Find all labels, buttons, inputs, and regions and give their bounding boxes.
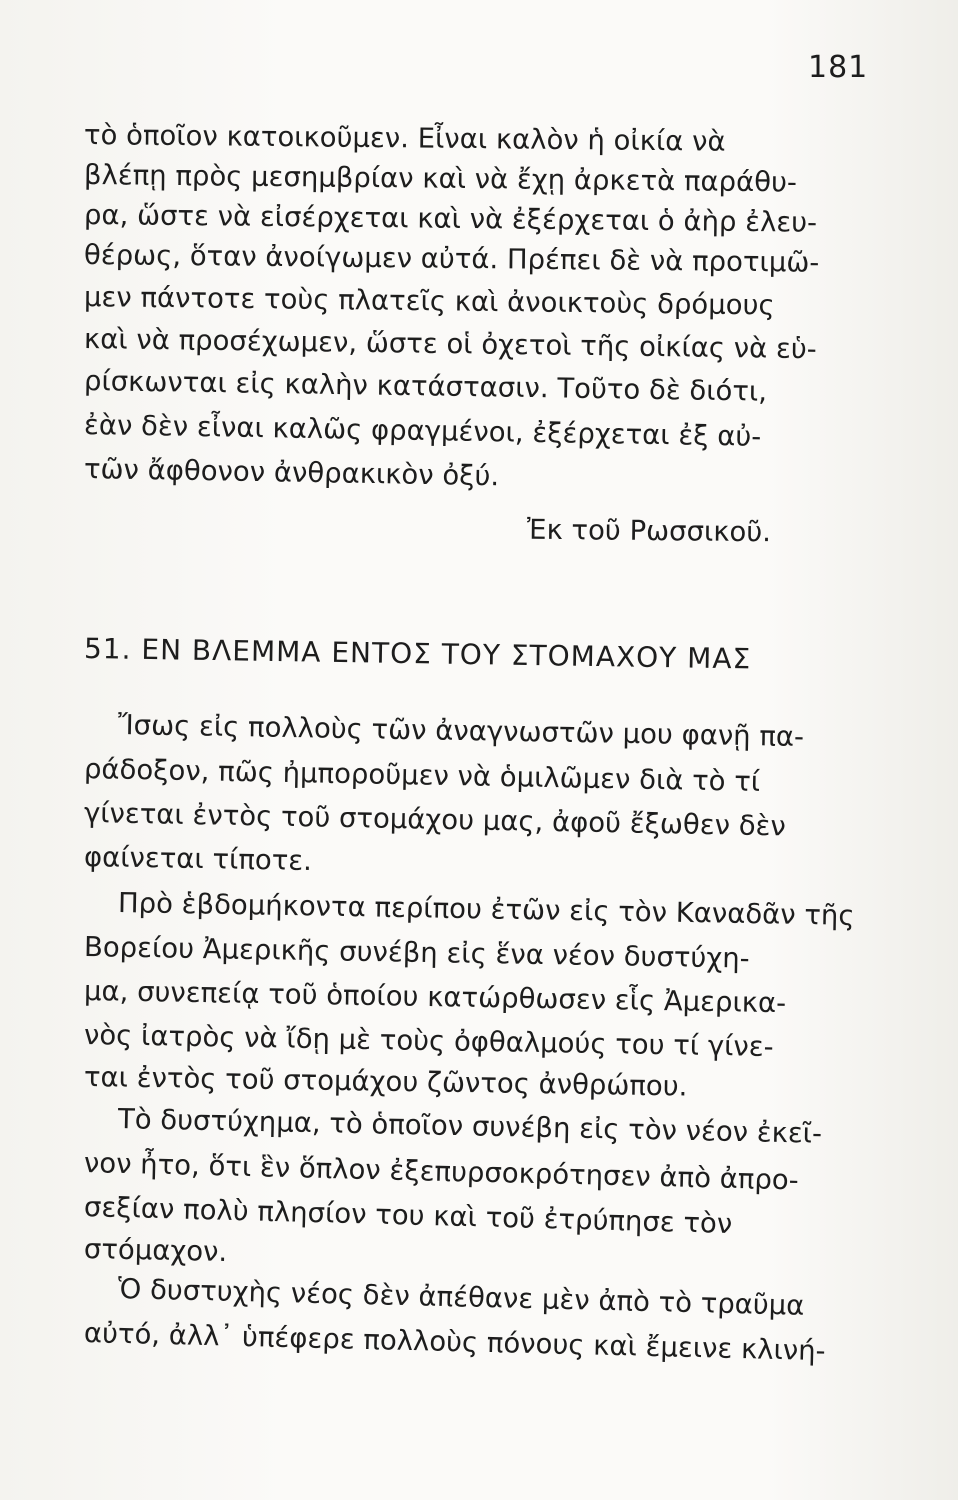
text-line: νὸς ἰατρὸς νὰ ἴδῃ μὲ τοὺς ὀφθαλμούς του τί γίνε- [83, 1019, 774, 1064]
attribution: Ἐκ τοῦ Ρωσσικοῦ. [526, 513, 772, 549]
text-line: καὶ νὰ προσέχωμεν, ὥστε οἱ ὀχετοὶ τῆς οἰκίας νὰ εὑ- [83, 323, 817, 366]
text-line: τῶν ἄφθονον ἀνθρακικὸν ὀξύ. [83, 453, 500, 493]
text-line: μα, συνεπείᾳ τοῦ ὁποίου κατώρθωσεν εἷς Ἀμερικα- [83, 975, 787, 1020]
text-line: στόμαχον. [83, 1233, 228, 1268]
text-line: βλέπῃ πρὸς μεσημβρίαν καὶ νὰ ἔχῃ ἀρκετὰ παράθυ- [83, 159, 798, 199]
text-line: θέρως, ὅταν ἀνοίγωμεν αὐτά. Πρέπει δὲ νὰ προτιμῶ- [83, 239, 820, 279]
text-line: αὐτό, ἀλλ᾽ ὑπέφερε πολλοὺς πόνους καὶ ἔμεινε κλινή- [83, 1317, 826, 1368]
text-line: φαίνεται τίποτε. [83, 841, 313, 877]
text-line: Ὁ δυστυχὴς νέος δὲν ἀπέθανε μὲν ἀπὸ τὸ τραῦμα [117, 1273, 805, 1322]
text-line: νον ἦτο, ὅτι ἓν ὅπλον ἐξεπυρσοκρότησεν ἀπὸ ἀπρο- [83, 1147, 799, 1197]
text-line: ται ἐντὸς τοῦ στομάχου ζῶντος ἀνθρώπου. [83, 1061, 688, 1103]
text-line: Βορείου Ἀμερικῆς συνέβη εἰς ἕνα νέον δυστύχη- [83, 931, 750, 975]
text-line: γίνεται ἐντὸς τοῦ στομάχου μας, ἀφοῦ ἔξωθεν δὲν [83, 797, 787, 843]
text-line: ἐὰν δὲν εἶναι καλῶς φραγμένοι, ἐξέρχεται ἐξ αὐ- [83, 409, 762, 453]
text-line: Πρὸ ἑβδομήκοντα περίπου ἐτῶν εἰς τὸν Καναδᾶν τῆς [117, 887, 855, 932]
text-line: σεξίαν πολὺ πλησίον του καὶ τοῦ ἐτρύπησε τὸν [83, 1191, 733, 1240]
section-heading: 51. ΕΝ ΒΛΕΜΜΑ ΕΝΤΟΣ ΤΟΥ ΣΤΟΜΑΧΟΥ ΜΑΣ [83, 632, 752, 676]
text-line: ράδοξον, πῶς ἠμποροῦμεν νὰ ὁμιλῶμεν διὰ τὸ τί [83, 753, 761, 798]
text-line: Τὸ δυστύχημα, τὸ ὁποῖον συνέβη εἰς τὸν νέον ἐκεῖ- [117, 1103, 823, 1150]
page-number: 181 [808, 50, 869, 85]
text-line: τὸ ὁποῖον κατοικοῦμεν. Εἶναι καλὸν ἡ οἰκία νὰ [83, 119, 726, 158]
text-line: ρίσκωνται εἰς καλὴν κατάστασιν. Τοῦτο δὲ διότι, [83, 365, 768, 408]
text-line: ρα, ὥστε νὰ εἰσέρχεται καὶ νὰ ἐξέρχεται ὁ ἀὴρ ἐλευ- [83, 199, 818, 239]
text-line: Ἴσως εἰς πολλοὺς τῶν ἀναγνωστῶν μου φανῇ πα- [117, 709, 805, 753]
text-line: μεν πάντοτε τοὺς πλατεῖς καὶ ἀνοικτοὺς δρόμους [83, 281, 775, 322]
